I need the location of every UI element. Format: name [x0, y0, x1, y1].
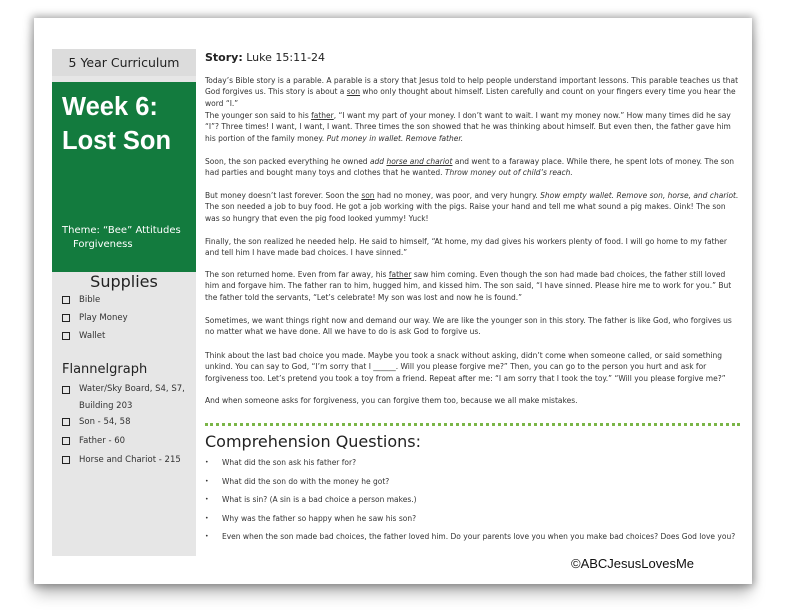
- flannel-item: Son - 54, 58: [62, 417, 192, 428]
- story-paragraph: And when someone asks for forgiveness, you can forgive them too, because we all make mistakes.: [205, 396, 578, 405]
- dotted-divider: [205, 423, 740, 426]
- theme-value: Forgiveness: [73, 239, 133, 250]
- question-item: • What is sin? (A sin is a bad choice a person makes.): [205, 494, 740, 505]
- story-paragraph: Sometimes, we want things right now and demand our way. We are like the younger son in this story. The father is like God, who forgives us no matter what we have done. All we have to do is ask God to forgive us.: [205, 316, 732, 337]
- flannel-item: Water/Sky Board, S4, S7, Building 203: [62, 381, 192, 415]
- story-paragraph: Soon, the son packed everything he owned add horse and chariot and went to a faraway place. While there, he spent lots of money. The son had parties and bought many toys and clothes that he wanted. Throw money out of child’s reach.: [205, 157, 735, 178]
- flannel-item: Father - 60: [62, 436, 192, 447]
- checkbox-icon: [62, 332, 70, 340]
- flannelgraph-heading: Flannelgraph: [62, 362, 148, 377]
- story-paragraph: The younger son said to his father, “I want my part of your money. I don’t want to wait. I want my money now.” How many times did he say “I”? Three times! I want, I want, I want. Three times the son showed that he was thinking about himself. But even then, the father gave him his portion of the family money. Put money in wallet. Remove father.: [205, 111, 731, 143]
- flannelgraph-list: [62, 381, 192, 466]
- flannel-item: Horse and Chariot - 215: [62, 455, 192, 466]
- comprehension-heading: Comprehension Questions:: [205, 432, 421, 451]
- story-paragraph: Think about the last bad choice you made. Maybe you took a snack without asking, didn’t come when someone called, or said something unkind. You can say to God, “I’m sorry that I ______. Will you please forgive me?” Then, you can go to the person you hurt and ask for forgiveness too. Let’s pretend you took a toy from a friend. Repeat after me: “I am sorry that I took the toy.” “Will you please forgive me?”: [205, 351, 726, 383]
- theme: [62, 224, 181, 252]
- question-item: • Even when the son made bad choices, the father loved him. Do your parents love you when you make bad choices? Does God love you?: [205, 531, 740, 542]
- supply-item: Wallet: [62, 331, 192, 342]
- story-paragraph: The son returned home. Even from far away, his father saw him coming. Even though the son had made bad choices, the father still loved him and forgave him. The father ran to him, hugged him, and kissed him. The son said, “I have sinned. Please hire me to work for you.” But the father told the servants, “Let’s celebrate! My son was lost and now he is found.”: [205, 270, 732, 302]
- question-item: • What did the son do with the money he got?: [205, 476, 740, 487]
- week-number: Week 6:: [62, 93, 158, 121]
- copyright: ©ABCJesusLovesMe: [571, 556, 695, 571]
- story-paragraph: Finally, the son realized he needed help. He said to himself, “At home, my dad gives his workers plenty of food. I will go home to my father and tell him I have made bad choices. I have sinned.”: [205, 237, 728, 258]
- checkbox-icon: [62, 314, 70, 322]
- week-title: [62, 90, 171, 158]
- story-reference: [205, 51, 325, 64]
- supply-item: Bible: [62, 295, 192, 306]
- checkbox-icon: [62, 437, 70, 445]
- checkbox-icon: [62, 296, 70, 304]
- story-paragraph: But money doesn’t last forever. Soon the son had no money, was poor, and very hungry. Show empty wallet. Remove son, horse, and chariot. The son needed a job to buy food. He got a job working with the pigs. Raise your hand and tell me what sound a pig makes. Oink! The son was so hungry that even the pig food looked yummy! Yuck!: [205, 191, 739, 223]
- checkbox-icon: [62, 386, 70, 394]
- checkbox-icon: [62, 418, 70, 426]
- scripture-reference: Luke 15:11-24: [246, 51, 326, 64]
- supplies-list: [62, 295, 192, 342]
- curriculum-label: 5 Year Curriculum: [52, 49, 196, 76]
- story-paragraph: Today’s Bible story is a parable. A parable is a story that Jesus told to help people understand important lessons. This parable teaches us that God forgives us. This story is about a son who only thought about himself. Listen carefully and count on your fingers every time you hear the word “I.”: [205, 76, 739, 108]
- theme-label: Theme: “Bee” Attitudes: [62, 225, 181, 236]
- supplies-heading: Supplies: [90, 272, 158, 291]
- checkbox-icon: [62, 456, 70, 464]
- comprehension-list: [205, 457, 740, 550]
- lesson-title: Lost Son: [62, 127, 172, 155]
- story-label: Story:: [205, 51, 243, 64]
- question-item: • What did the son ask his father for?: [205, 457, 740, 468]
- lesson-page: [34, 18, 752, 584]
- supply-item: Play Money: [62, 313, 192, 324]
- question-item: • Why was the father so happy when he saw his son?: [205, 513, 740, 524]
- week-title-box: [52, 82, 196, 272]
